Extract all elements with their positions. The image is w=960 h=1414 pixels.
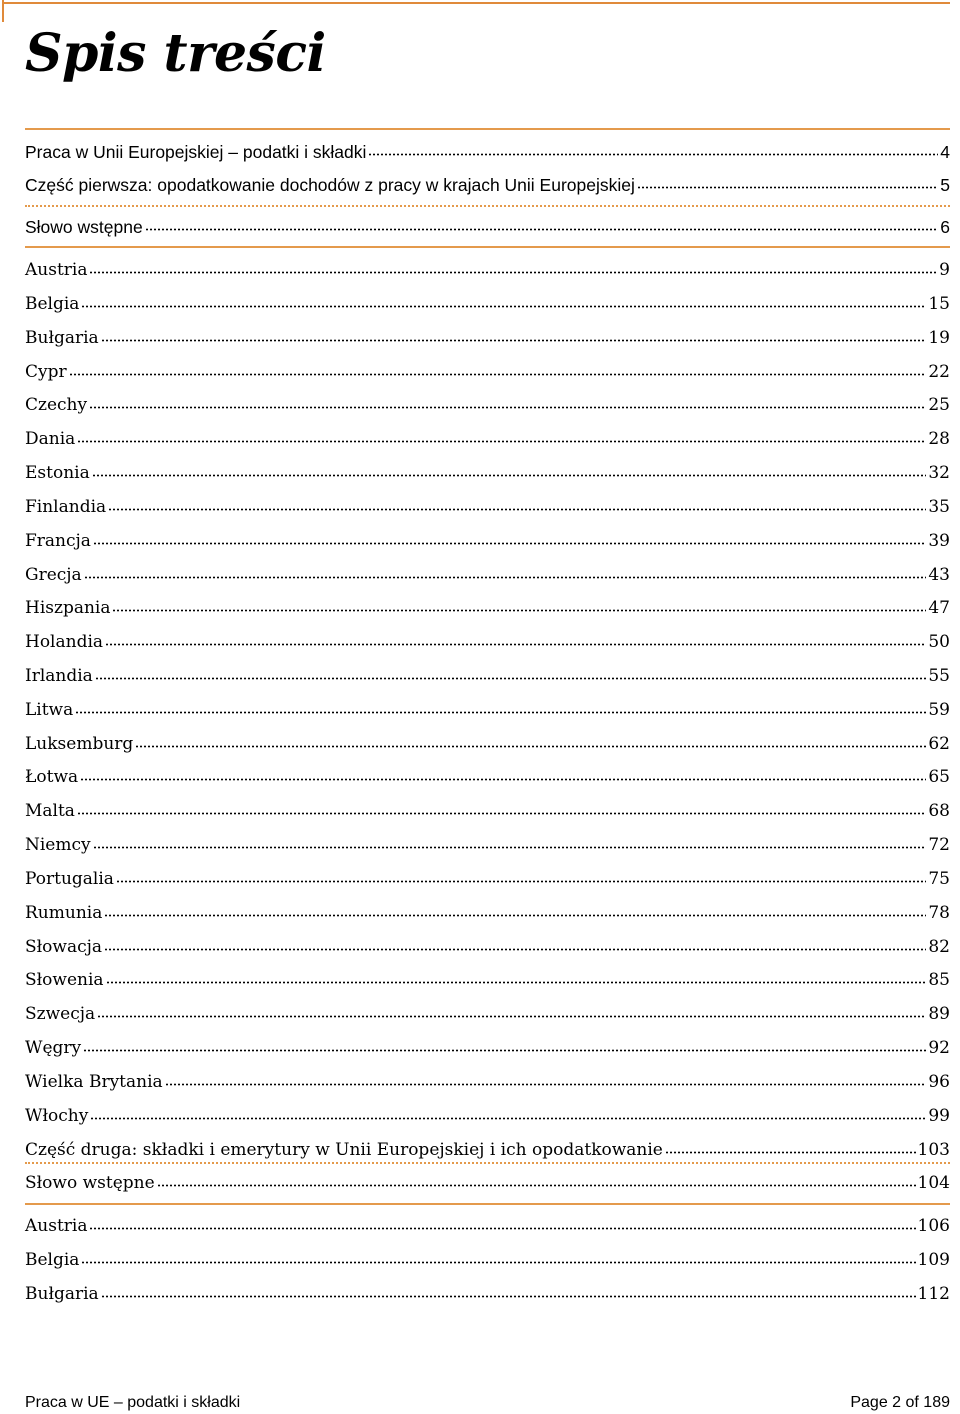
toc-entry-praca-w-ue[interactable] <box>25 140 950 164</box>
dot-leader <box>145 226 939 233</box>
toc-entry-finlandia[interactable] <box>25 495 950 519</box>
toc-entry-label: Bułgaria <box>25 1284 99 1304</box>
toc-entry-szwecja[interactable] <box>25 1002 950 1026</box>
toc-entry-label: Cypr <box>25 362 67 382</box>
toc-entry-belgia[interactable] <box>25 292 950 316</box>
dot-leader <box>77 438 926 445</box>
toc-entry-page: 62 <box>928 734 950 754</box>
toc-entry-cypr[interactable] <box>25 360 950 384</box>
toc-entry-page: 15 <box>928 294 950 314</box>
toc-entry-dania[interactable] <box>25 427 950 451</box>
toc-entry-page: 82 <box>928 937 950 957</box>
toc-entry-label: Słowacja <box>25 937 103 957</box>
dot-leader <box>116 878 926 885</box>
section-divider <box>25 1203 950 1205</box>
toc-entry-litwa[interactable] <box>25 698 950 722</box>
toc-entry-page: 6 <box>940 216 950 237</box>
dot-leader <box>106 979 927 986</box>
toc-entry-estonia[interactable] <box>25 461 950 485</box>
dot-leader <box>665 1149 916 1156</box>
dot-leader <box>75 709 926 716</box>
toc-entry-label: Malta <box>25 801 75 821</box>
dot-leader <box>108 506 926 513</box>
toc-entry-grecja[interactable] <box>25 563 950 587</box>
toc-entry-page: 19 <box>928 328 950 348</box>
toc-entry-label: Belgia <box>25 294 80 314</box>
toc-entry-slowenia[interactable] <box>25 968 950 992</box>
toc-entry-wlochy[interactable] <box>25 1104 950 1128</box>
toc-entry-page: 72 <box>928 835 950 855</box>
dot-leader <box>81 1259 915 1266</box>
toc-entry-page: 106 <box>917 1216 950 1236</box>
toc-entry-page: 43 <box>928 565 950 585</box>
dot-leader <box>637 184 938 191</box>
dot-leader <box>368 151 938 158</box>
toc-entry-lotwa[interactable] <box>25 765 950 789</box>
toc-entry-label: Część druga: składki i emerytury w Unii Europejskiej i ich opodatkowanie <box>25 1140 663 1160</box>
toc-entry-austria-2[interactable] <box>25 1214 950 1238</box>
dot-leader <box>95 675 927 682</box>
dot-leader <box>84 574 927 581</box>
toc-entry-label: Rumunia <box>25 903 103 923</box>
dot-leader <box>135 743 926 750</box>
dot-leader <box>101 1293 916 1300</box>
toc-entry-label: Austria <box>25 1216 88 1236</box>
toc-entry-rumunia[interactable] <box>25 901 950 925</box>
toc-entry-slowo-wstepne-2[interactable] <box>25 1171 950 1195</box>
dot-leader <box>81 303 926 310</box>
toc-entry-label: Słowo wstępne <box>25 216 143 237</box>
footer-page-number: Page 2 of 189 <box>850 1394 950 1411</box>
dot-leader <box>90 1115 926 1122</box>
toc-entry-page: 25 <box>928 395 950 415</box>
toc-entry-page: 9 <box>939 260 950 280</box>
toc-entry-label: Luksemburg <box>25 734 134 754</box>
dot-leader <box>93 844 927 851</box>
dot-leader <box>101 337 927 344</box>
toc-entry-page: 104 <box>917 1173 950 1193</box>
toc-entry-page: 68 <box>928 801 950 821</box>
toc-entry-label: Dania <box>25 429 76 449</box>
dot-leader <box>165 1081 927 1088</box>
toc-entry-page: 32 <box>928 463 950 483</box>
toc-entry-page: 109 <box>917 1250 950 1270</box>
dot-leader <box>89 404 926 411</box>
toc-entry-page: 92 <box>928 1038 950 1058</box>
toc-entry-label: Austria <box>25 260 88 280</box>
dot-leader <box>69 371 927 378</box>
dot-leader <box>97 1013 926 1020</box>
toc-entry-austria[interactable] <box>25 258 950 282</box>
page-title: Spis treści <box>25 23 326 84</box>
page-footer <box>25 1392 950 1414</box>
toc-entry-page: 112 <box>917 1284 950 1304</box>
toc-entry-holandia[interactable] <box>25 630 950 654</box>
toc-entry-label: Estonia <box>25 463 90 483</box>
toc-entry-label: Francja <box>25 531 91 551</box>
toc-entry-page: 28 <box>928 429 950 449</box>
toc-entry-page: 75 <box>928 869 950 889</box>
toc-entry-label: Włochy <box>25 1106 89 1126</box>
toc-entry-label: Łotwa <box>25 767 79 787</box>
toc-entry-label: Część pierwsza: opodatkowanie dochodów z pracy w krajach Unii Europejskiej <box>25 174 635 195</box>
toc-entry-luksemburg[interactable] <box>25 732 950 756</box>
toc-entry-bulgaria-2[interactable] <box>25 1282 950 1306</box>
toc-entry-page: 89 <box>928 1004 950 1024</box>
toc-entry-page: 59 <box>928 700 950 720</box>
toc-entry-belgia-2[interactable] <box>25 1248 950 1272</box>
toc-entry-page: 99 <box>928 1106 950 1126</box>
toc-entry-page: 65 <box>928 767 950 787</box>
toc-entry-label: Słowenia <box>25 970 104 990</box>
toc-entry-malta[interactable] <box>25 799 950 823</box>
top-border-rule <box>2 2 950 4</box>
toc-entry-slowacja[interactable] <box>25 935 950 959</box>
toc-entry-label: Bułgaria <box>25 328 99 348</box>
toc-entry-label: Belgia <box>25 1250 80 1270</box>
toc-entry-label: Słowo wstępne <box>25 1173 155 1193</box>
toc-entry-label: Portugalia <box>25 869 114 889</box>
toc-entry-label: Niemcy <box>25 835 91 855</box>
toc-entry-page: 5 <box>940 174 950 195</box>
toc-entry-label: Holandia <box>25 632 104 652</box>
dot-leader <box>80 776 926 783</box>
toc-entry-portugalia[interactable] <box>25 867 950 891</box>
toc-entry-label: Czechy <box>25 395 88 415</box>
toc-entry-label: Węgry <box>25 1038 82 1058</box>
toc-entry-page: 50 <box>928 632 950 652</box>
toc-entry-bulgaria[interactable] <box>25 326 950 350</box>
footer-document-title: Praca w UE – podatki i składki <box>25 1394 241 1411</box>
dot-leader <box>157 1182 916 1189</box>
section-divider-dotted <box>25 205 950 207</box>
toc-entry-niemcy[interactable] <box>25 833 950 857</box>
dot-leader <box>77 810 926 817</box>
toc-entry-page: 35 <box>928 497 950 517</box>
toc-entry-label: Wielka Brytania <box>25 1072 163 1092</box>
toc-entry-page: 78 <box>928 903 950 923</box>
dot-leader <box>112 607 926 614</box>
toc-entry-label: Grecja <box>25 565 82 585</box>
dot-leader <box>83 1047 926 1054</box>
toc-entry-page: 47 <box>928 598 950 618</box>
toc-entry-page: 96 <box>928 1072 950 1092</box>
dot-leader <box>104 912 926 919</box>
toc-entry-hiszpania[interactable] <box>25 596 950 620</box>
dot-leader <box>92 472 927 479</box>
toc-entry-page: 4 <box>940 141 950 162</box>
dot-leader <box>93 540 926 547</box>
toc-entry-page: 22 <box>928 362 950 382</box>
dot-leader <box>105 641 926 648</box>
dot-leader <box>89 269 937 276</box>
toc-entry-label: Hiszpania <box>25 598 111 618</box>
toc-entry-slowo-wstepne[interactable] <box>25 215 950 239</box>
toc-entry-label: Litwa <box>25 700 74 720</box>
toc-entry-label: Szwecja <box>25 1004 96 1024</box>
toc-entry-page: 55 <box>928 666 950 686</box>
toc-entry-czesc-pierwsza[interactable] <box>25 173 950 197</box>
toc-entry-wielka-brytania[interactable] <box>25 1070 950 1094</box>
toc-entry-czesc-druga[interactable] <box>25 1138 950 1162</box>
toc-entry-label: Praca w Unii Europejskiej – podatki i składki <box>25 141 367 162</box>
toc-entry-page: 85 <box>928 970 950 990</box>
dot-leader <box>104 946 926 953</box>
section-divider <box>25 128 950 130</box>
toc-entry-page: 39 <box>928 531 950 551</box>
toc-entry-label: Irlandia <box>25 666 93 686</box>
dot-leader <box>89 1225 915 1232</box>
toc-entry-label: Finlandia <box>25 497 107 517</box>
toc-entry-francja[interactable] <box>25 529 950 553</box>
toc-entry-wegry[interactable] <box>25 1036 950 1060</box>
section-divider <box>25 246 950 248</box>
toc-entry-irlandia[interactable] <box>25 664 950 688</box>
section-divider-dotted <box>25 1162 950 1164</box>
toc-entry-page: 103 <box>917 1140 950 1160</box>
toc-entry-czechy[interactable] <box>25 393 950 417</box>
